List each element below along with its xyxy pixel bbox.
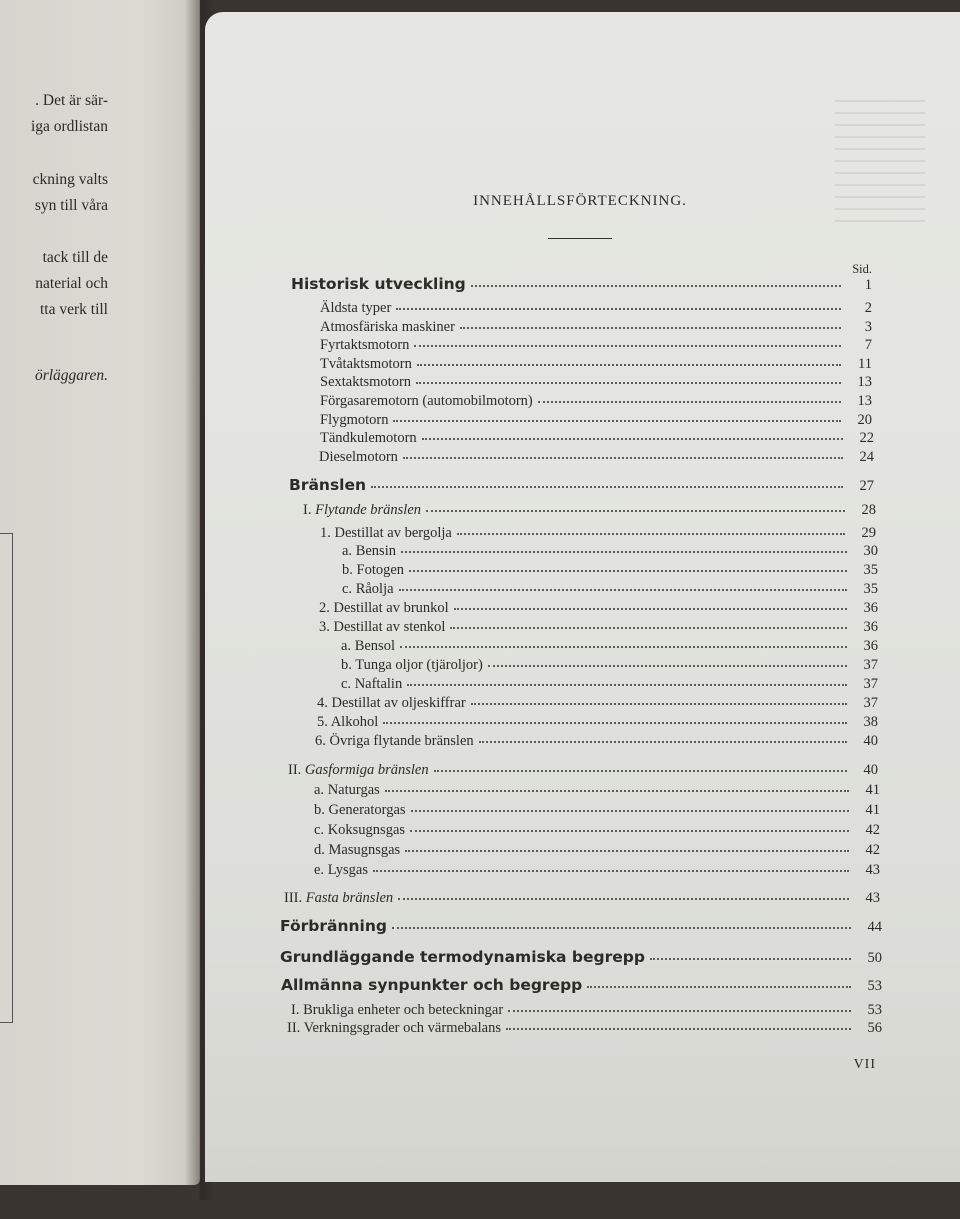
- toc-entry: [314, 822, 880, 839]
- toc-entry-title: [314, 782, 380, 799]
- toc-title: INNEHÅLLSFÖRTECKNING.: [473, 193, 687, 209]
- dot-leader: [454, 606, 847, 610]
- toc-entry-label: Tvåtaktsmotorn: [320, 356, 412, 372]
- toc-entry: [315, 733, 878, 750]
- toc-entry: [320, 412, 872, 429]
- toc-entry: [317, 714, 878, 731]
- toc-entry: [314, 802, 880, 819]
- toc-entry-number: 4.: [317, 695, 328, 711]
- dot-leader: [398, 896, 849, 900]
- left-page-line: naterial och: [35, 275, 108, 292]
- toc-entry-page: 37: [863, 676, 878, 692]
- toc-entry-label: Alkohol: [330, 714, 379, 730]
- dot-leader: [392, 925, 851, 929]
- toc-entry-title: [315, 733, 474, 750]
- toc-entry: [320, 300, 872, 317]
- dot-leader: [434, 768, 847, 772]
- dot-leader: [373, 868, 849, 872]
- toc-entry-page: 3: [864, 319, 872, 335]
- toc-entry-page: 13: [857, 393, 872, 409]
- left-page-line: iga ordlistan: [30, 118, 108, 135]
- toc-entry-label: Tändkulemotorn: [320, 430, 417, 446]
- toc-entry: [280, 917, 882, 936]
- toc-entry-title: [320, 319, 455, 336]
- toc-entry-title: [303, 502, 421, 519]
- toc-entry: [289, 476, 874, 495]
- toc-entry-label: Verkningsgrader och värmebalans: [303, 1020, 501, 1036]
- dot-leader: [409, 568, 847, 572]
- toc-entry-label: Tunga oljor (tjäroljor): [355, 657, 483, 673]
- dot-leader: [457, 531, 845, 535]
- toc-entry-number: II.: [287, 1020, 301, 1036]
- left-page-line: tta verk till: [39, 301, 108, 318]
- dot-leader: [450, 625, 847, 629]
- toc-entry-label: Grundläggande termodynamiska begrepp: [280, 948, 645, 966]
- dot-leader: [403, 455, 843, 459]
- toc-entry-title: [320, 412, 388, 429]
- toc-entry-title: [320, 337, 409, 354]
- toc-entry-page: 35: [863, 562, 878, 578]
- toc-entry-label: Fotogen: [356, 562, 405, 578]
- toc-entry-label: Bränslen: [289, 476, 367, 494]
- toc-entry-title: [287, 1020, 501, 1037]
- toc-entry-label: Sextaktsmotorn: [320, 374, 412, 390]
- toc-entry-label: Råolja: [355, 581, 394, 597]
- dot-leader: [488, 663, 847, 667]
- toc-entry-page: 44: [867, 919, 882, 935]
- toc-entry: [288, 762, 878, 779]
- dot-leader: [399, 587, 847, 591]
- toc-entry-title: [280, 917, 387, 935]
- toc-entry: [320, 525, 876, 542]
- left-page-line: örläggaren.: [34, 367, 108, 384]
- toc-entry: [320, 393, 872, 410]
- toc-entry: [291, 1002, 882, 1019]
- toc-entry-number: c.: [342, 581, 353, 597]
- toc-entry-label: Gasformiga bränslen: [304, 762, 429, 778]
- toc-entry: [320, 319, 872, 336]
- toc-entry-title: [291, 1002, 503, 1019]
- toc-entry: [319, 600, 878, 617]
- dot-leader: [417, 362, 841, 366]
- dot-leader: [371, 484, 843, 488]
- toc-entry-page: 53: [867, 978, 882, 994]
- toc-entry: [341, 657, 878, 674]
- toc-entry-page: 42: [865, 842, 880, 858]
- toc-entry-title: [342, 581, 394, 598]
- toc-entry-page: 38: [863, 714, 878, 730]
- dot-leader: [650, 956, 851, 960]
- toc-entry: [320, 430, 874, 447]
- toc-entry: [284, 890, 880, 907]
- toc-entry-number: d.: [314, 842, 325, 858]
- dot-leader: [414, 343, 841, 347]
- toc-entry-label: Generatorgas: [328, 802, 406, 818]
- toc-entry-label: Destillat av oljeskiffrar: [331, 695, 466, 711]
- dot-leader: [401, 549, 847, 553]
- dot-leader: [460, 325, 841, 329]
- left-page-line: . Det är sär-: [35, 92, 108, 109]
- toc-entry-number: a.: [314, 782, 325, 798]
- toc-entry-title: [280, 948, 645, 966]
- toc-entry-page: 29: [861, 525, 876, 541]
- toc-entry-title: [320, 430, 417, 447]
- dot-leader: [400, 644, 847, 648]
- toc-entry-title: [341, 638, 395, 655]
- toc-entry-page: 13: [857, 374, 872, 390]
- toc-entry: [342, 543, 878, 560]
- toc-entry-title: [288, 762, 429, 779]
- toc-entry-title: [319, 449, 398, 466]
- toc-entry-title: [281, 976, 582, 994]
- toc-entry-page: 1: [864, 277, 872, 293]
- toc-entry-number: b.: [342, 562, 353, 578]
- toc-entry-number: b.: [341, 657, 352, 673]
- toc-entry-page: 22: [859, 430, 874, 446]
- toc-entry-label: Naturgas: [327, 782, 380, 798]
- toc-entry-page: 36: [863, 619, 878, 635]
- toc-entry-page: 50: [867, 950, 882, 966]
- toc-entry-title: [320, 525, 452, 542]
- toc-entry-number: I.: [291, 1002, 300, 1018]
- toc-entry-title: [341, 657, 483, 674]
- dot-leader: [410, 828, 849, 832]
- toc-entry: [314, 842, 880, 859]
- toc-entry-title: [317, 695, 466, 712]
- toc-entry-number: 2.: [319, 600, 330, 616]
- toc-entry-number: a.: [341, 638, 352, 654]
- toc-entry-title: [289, 476, 366, 494]
- page-column-label: Sid.: [852, 262, 872, 276]
- dot-leader: [396, 306, 841, 310]
- toc-entry-number: c.: [341, 676, 352, 692]
- toc-entry-label: Koksugnsgas: [327, 822, 406, 838]
- toc-entry-label: Bensin: [355, 543, 396, 559]
- toc-entry-label: Naftalin: [354, 676, 403, 692]
- toc-entry-label: Destillat av stenkol: [333, 619, 446, 635]
- toc-entry-page: 2: [864, 300, 872, 316]
- dot-leader: [411, 808, 849, 812]
- toc-entry-page: 41: [865, 802, 880, 818]
- toc-entry-label: Atmosfäriska maskiner: [320, 319, 455, 335]
- toc-entry-label: Allmänna synpunkter och begrepp: [281, 976, 583, 994]
- dot-leader: [508, 1008, 851, 1012]
- toc-entry-page: 24: [859, 449, 874, 465]
- dot-leader: [383, 720, 847, 724]
- toc-entry-number: III.: [284, 890, 303, 906]
- toc-entry-number: a.: [342, 543, 353, 559]
- toc-entry-label: Fasta bränslen: [305, 890, 394, 906]
- toc-entry: [314, 782, 880, 799]
- dot-leader: [393, 418, 841, 422]
- toc-entry-page: 20: [857, 412, 872, 428]
- dot-leader: [471, 283, 841, 287]
- toc-entry-page: 40: [863, 733, 878, 749]
- toc-entry-label: Lysgas: [327, 862, 368, 878]
- toc-entry-page: 37: [863, 695, 878, 711]
- toc-entry-page: 41: [865, 782, 880, 798]
- toc-entry-title: [319, 600, 449, 617]
- toc-entry-label: Äldsta typer: [320, 300, 392, 316]
- toc-entry-title: [320, 300, 391, 317]
- toc-entry-number: 6.: [315, 733, 326, 749]
- toc-entry: [320, 356, 872, 373]
- toc-entry-page: 43: [865, 890, 880, 906]
- toc-entry-number: I.: [303, 502, 312, 518]
- toc-entry-page: 30: [863, 543, 878, 559]
- dot-leader: [506, 1026, 851, 1030]
- dot-leader: [385, 788, 849, 792]
- toc-entry-label: Brukliga enheter och beteckningar: [303, 1002, 504, 1018]
- toc-entry-label: Dieselmotorn: [319, 449, 398, 465]
- toc-entry-label: Historisk utveckling: [291, 275, 466, 293]
- toc-entry: [320, 374, 872, 391]
- toc-entry-label: Masugnsgas: [328, 842, 401, 858]
- toc-entry-title: [342, 543, 396, 560]
- toc-entry-page: 36: [863, 600, 878, 616]
- toc-entry: [291, 275, 872, 294]
- toc-entry-label: Förgasaremotorn (automobilmotorn): [320, 393, 533, 409]
- toc-entry: [281, 976, 882, 995]
- toc-entry-title: [320, 356, 412, 373]
- page-number: VII: [853, 1057, 876, 1072]
- toc-entry-label: Förbränning: [280, 917, 387, 935]
- dot-leader: [587, 984, 851, 988]
- toc-entry-title: [314, 822, 405, 839]
- toc-entry-page: 40: [863, 762, 878, 778]
- dot-leader: [407, 682, 847, 686]
- dot-leader: [426, 508, 845, 512]
- left-page-line: ckning valts: [32, 171, 108, 188]
- dot-leader: [479, 739, 847, 743]
- toc-entry-title: [314, 862, 368, 879]
- toc-entry-number: 1.: [320, 525, 331, 541]
- left-page-line: tack till de: [42, 249, 108, 266]
- toc-entry: [319, 449, 874, 466]
- toc-entry-title: [314, 802, 406, 819]
- toc-entry: [319, 619, 878, 636]
- dot-leader: [471, 701, 847, 705]
- toc-entry-label: Destillat av brunkol: [333, 600, 449, 616]
- toc-entry-page: 7: [864, 337, 872, 353]
- toc-entry-label: Flytande bränslen: [315, 502, 422, 518]
- toc-entry-title: [342, 562, 404, 579]
- dot-leader: [405, 848, 849, 852]
- toc-entry-number: e.: [314, 862, 325, 878]
- toc-entry: [280, 948, 882, 967]
- toc-entry-page: 36: [863, 638, 878, 654]
- toc-entry-page: 53: [867, 1002, 882, 1018]
- toc-entry-label: Övriga flytande bränslen: [329, 733, 474, 749]
- left-page-line: syn till våra: [34, 197, 108, 214]
- toc-entry-label: Bensol: [354, 638, 395, 654]
- toc-entry: [287, 1020, 882, 1037]
- toc-entry: [341, 638, 878, 655]
- toc-entry-page: 43: [865, 862, 880, 878]
- toc-entry-page: 28: [861, 502, 876, 518]
- toc-entry-label: Destillat av bergolja: [334, 525, 452, 541]
- toc-entry: [341, 676, 878, 693]
- toc-entry: [320, 337, 872, 354]
- toc-entry-title: [317, 714, 378, 731]
- dot-leader: [422, 436, 843, 440]
- toc-entry-title: [291, 275, 466, 293]
- dot-leader: [538, 399, 841, 403]
- toc-entry-title: [319, 619, 445, 636]
- toc-entry-title: [314, 842, 400, 859]
- toc-entry-number: b.: [314, 802, 325, 818]
- toc-entry-page: 35: [863, 581, 878, 597]
- toc-entry-number: II.: [288, 762, 302, 778]
- toc-entry-number: 3.: [319, 619, 330, 635]
- toc-entry: [303, 502, 876, 519]
- title-rule: [548, 238, 612, 239]
- toc-entry-page: 27: [859, 478, 874, 494]
- toc-entry-label: Flygmotorn: [320, 412, 389, 428]
- toc-entry-title: [284, 890, 393, 907]
- toc-entry-number: c.: [314, 822, 325, 838]
- toc-entry-page: 37: [863, 657, 878, 673]
- toc-entry-title: [320, 393, 533, 410]
- toc-entry: [342, 562, 878, 579]
- dot-leader: [416, 380, 841, 384]
- toc-entry-label: Fyrtaktsmotorn: [320, 337, 410, 353]
- toc-entry-page: 56: [867, 1020, 882, 1036]
- toc-entry-page: 42: [865, 822, 880, 838]
- toc-entry-title: [341, 676, 402, 693]
- toc-entry-title: [320, 374, 411, 391]
- toc-entry-number: 5.: [317, 714, 328, 730]
- toc-entry: [342, 581, 878, 598]
- toc-entry: [317, 695, 878, 712]
- toc-entry-page: 11: [858, 356, 872, 372]
- toc-entry: [314, 862, 880, 879]
